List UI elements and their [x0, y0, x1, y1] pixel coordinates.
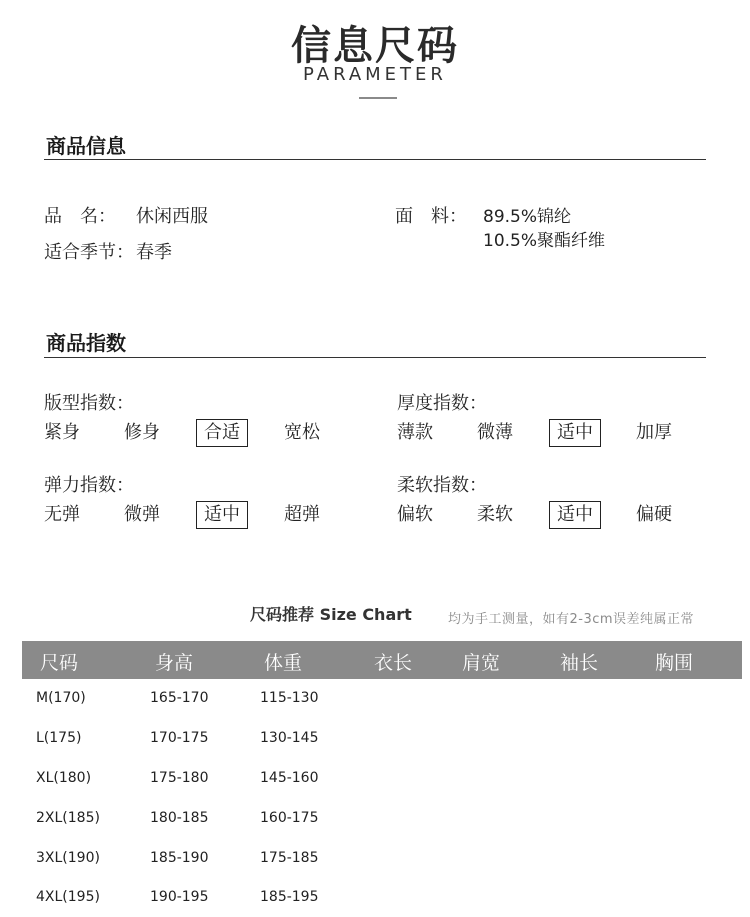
thickness-option-thick: 加厚	[636, 422, 672, 443]
table-cell-weight: 115-130	[260, 690, 319, 706]
product-index-divider	[44, 357, 706, 358]
table-cell-height: 175-180	[150, 770, 209, 786]
thickness-option-thin: 薄款	[397, 422, 433, 443]
table-cell-size: 2XL(185)	[36, 810, 100, 826]
column-header-size: 尺码	[40, 652, 79, 674]
thickness-index-label: 厚度指数：	[397, 393, 487, 414]
table-cell-size: 4XL(195)	[36, 889, 100, 905]
product-index-heading: 商品指数	[46, 331, 126, 355]
product-info-heading: 商品信息	[46, 134, 126, 158]
table-cell-size: 3XL(190)	[36, 850, 100, 866]
page-subtitle: PARAMETER	[303, 64, 447, 85]
table-cell-size: XL(180)	[36, 770, 92, 786]
fit-option-loose: 宽松	[284, 422, 320, 443]
column-header-chest: 胸围	[655, 652, 694, 674]
thickness-option-slightly-thin: 微薄	[477, 422, 513, 443]
softness-index-label: 柔软指数：	[397, 475, 487, 496]
name-label: 品 名：	[44, 206, 116, 227]
elasticity-option-none: 无弹	[44, 504, 80, 525]
table-cell-size: L(175)	[36, 730, 82, 746]
elasticity-option-medium-selected: 适中	[196, 501, 248, 529]
table-cell-weight: 175-185	[260, 850, 319, 866]
fit-index-label: 版型指数：	[44, 393, 134, 414]
column-header-shoulder: 肩宽	[462, 652, 501, 674]
table-cell-weight: 145-160	[260, 770, 319, 786]
table-cell-height: 165-170	[150, 690, 209, 706]
elasticity-option-slight: 微弹	[124, 504, 160, 525]
table-cell-height: 185-190	[150, 850, 209, 866]
softness-option-hard: 偏硬	[636, 504, 672, 525]
fit-option-tight: 紧身	[44, 422, 80, 443]
table-cell-weight: 185-195	[260, 889, 319, 905]
size-chart-title: 尺码推荐 Size Chart	[250, 605, 412, 624]
fabric-value-line2: 10.5%聚酯纤维	[483, 231, 606, 251]
name-value: 休闲西服	[136, 206, 208, 227]
table-cell-height: 170-175	[150, 730, 209, 746]
size-chart-note: 均为手工测量，如有2-3cm误差纯属正常	[448, 612, 695, 627]
elasticity-option-super: 超弹	[284, 504, 320, 525]
size-table-body	[22, 679, 742, 917]
table-cell-size: M(170)	[36, 690, 86, 706]
softness-option-very-soft: 柔软	[477, 504, 513, 525]
fabric-value-line1: 89.5%锦纶	[483, 207, 572, 227]
column-header-sleeve: 袖长	[560, 652, 599, 674]
season-value: 春季	[136, 242, 172, 263]
column-header-height: 身高	[155, 652, 194, 674]
fabric-label: 面 料：	[395, 206, 467, 227]
table-cell-weight: 130-145	[260, 730, 319, 746]
table-cell-height: 190-195	[150, 889, 209, 905]
column-header-weight: 体重	[264, 652, 303, 674]
elasticity-index-label: 弹力指数：	[44, 475, 134, 496]
fit-option-slim: 修身	[124, 422, 160, 443]
fit-option-regular-selected: 合适	[196, 419, 248, 447]
softness-option-medium-selected: 适中	[549, 501, 601, 529]
softness-option-soft: 偏软	[397, 504, 433, 525]
season-label: 适合季节：	[44, 242, 134, 263]
table-cell-weight: 160-175	[260, 810, 319, 826]
page-title: 信息尺码	[291, 23, 459, 69]
table-cell-height: 180-185	[150, 810, 209, 826]
thickness-option-medium-selected: 适中	[549, 419, 601, 447]
product-info-divider	[44, 159, 706, 160]
title-divider	[359, 97, 397, 99]
column-header-length: 衣长	[374, 652, 413, 674]
